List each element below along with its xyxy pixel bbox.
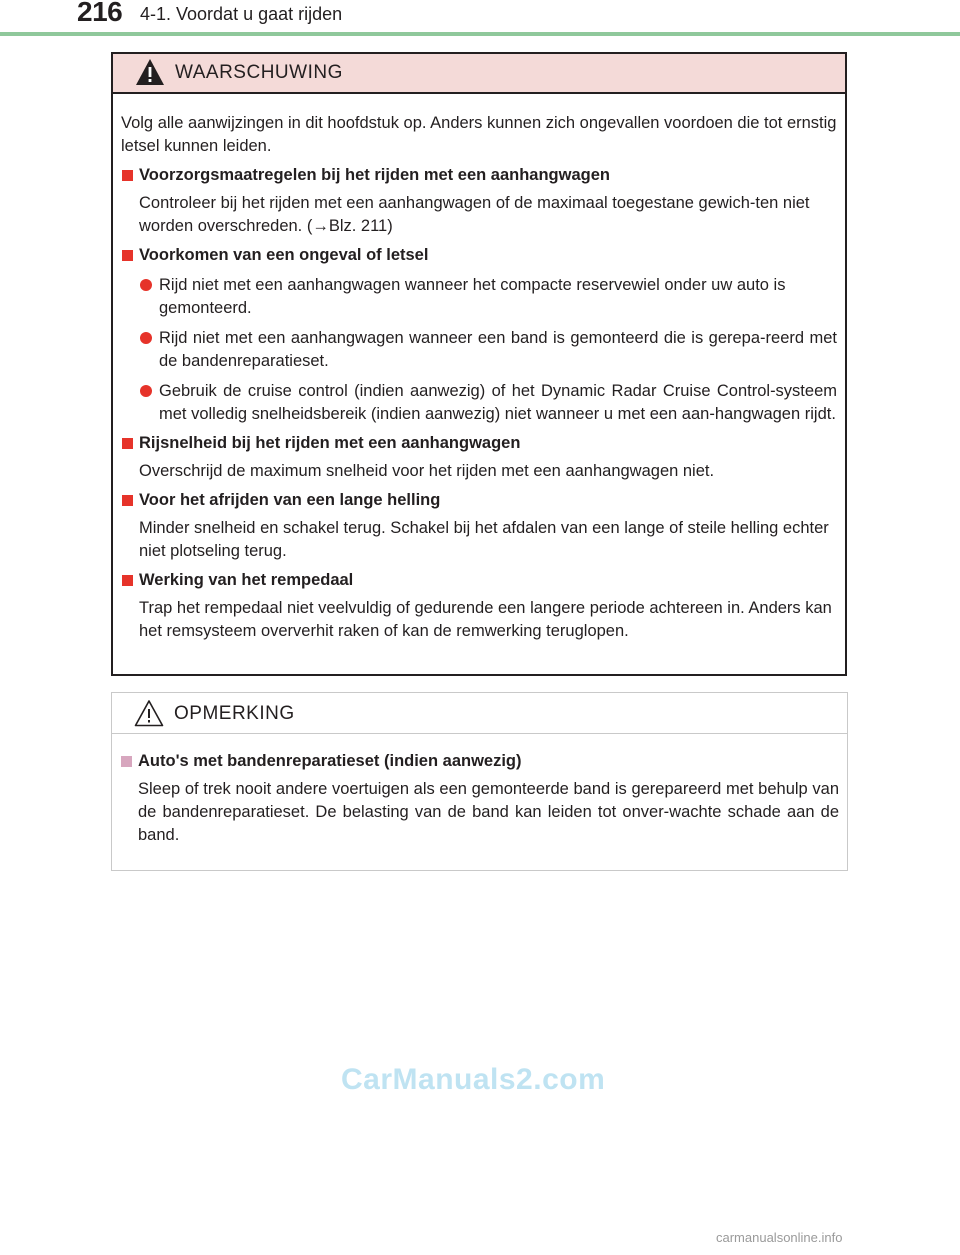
square-bullet-icon — [122, 250, 133, 261]
list-item — [139, 274, 837, 320]
warning-title: WAARSCHUWING — [175, 62, 343, 83]
square-bullet-icon — [122, 438, 133, 449]
list-item-text: Rijd niet met een aanhangwagen wanneer het compacte reservewiel onder uw auto is gemonteerd. — [159, 276, 786, 317]
header-rule — [0, 32, 960, 36]
warning-body — [113, 94, 845, 643]
round-bullet-icon — [140, 332, 152, 344]
list-item — [139, 380, 837, 426]
section-heading: Voorzorgsmaatregelen bij het rijden met een aanhangwagen — [139, 166, 610, 184]
notice-header — [112, 693, 847, 734]
list-item — [139, 327, 837, 373]
square-bullet-icon — [121, 756, 132, 767]
warning-box — [111, 52, 847, 676]
watermark: CarManuals2.com — [341, 1063, 606, 1096]
section-heading: Rijsnelheid bij het rijden met een aanhangwagen — [139, 434, 521, 452]
warning-header — [113, 54, 845, 94]
section-heading: Auto's met bandenreparatieset (indien aanwezig) — [138, 752, 522, 770]
warning-intro: Volg alle aanwijzingen in dit hoofdstuk op. Anders kunnen zich ongevallen voordoen die tot ernstig letsel kunnen leiden. — [121, 114, 837, 155]
round-bullet-icon — [140, 385, 152, 397]
square-bullet-icon — [122, 170, 133, 181]
page-number: 216 — [77, 0, 123, 27]
warning-triangle-icon — [135, 58, 165, 86]
page-header — [0, 0, 960, 40]
section-text: Overschrijd de maximum snelheid voor het rijden met een aanhangwagen niet. — [139, 462, 715, 480]
notice-box — [111, 692, 848, 871]
warning-section — [121, 569, 837, 643]
section-text: Sleep of trek nooit andere voertuigen als een gemonteerde band is gerepareerd met behulp van de bandenreparatieset. De belasting van de band kan leiden tot onver-wachte schade aan de band. — [138, 780, 839, 844]
footer-url: carmanualsonline.info — [716, 1230, 843, 1245]
section-heading: Werking van het rempedaal — [139, 571, 354, 589]
round-bullet-icon — [140, 279, 152, 291]
warning-section — [121, 489, 837, 563]
section-text: Minder snelheid en schakel terug. Schakel bij het afdalen van een lange of steile helling echter niet plotseling terug. — [139, 519, 829, 560]
warning-section — [121, 164, 837, 238]
list-item-text: Rijd niet met een aanhangwagen wanneer een band is gemonteerd die is gerepa-reerd met de bandenreparatieset. — [159, 329, 837, 370]
square-bullet-icon — [122, 575, 133, 586]
warning-section — [121, 244, 837, 426]
warning-section — [121, 432, 837, 483]
notice-title: OPMERKING — [174, 703, 295, 724]
caution-outline-triangle-icon — [134, 699, 164, 727]
section-title: 4-1. Voordat u gaat rijden — [140, 4, 343, 24]
section-text: Trap het rempedaal niet veelvuldig of gedurende een langere periode achtereen in. Anders kan het remsysteem oververhit raken of kan de remwerking teruglopen. — [139, 599, 832, 640]
section-heading: Voor het afrijden van een lange helling — [139, 491, 441, 509]
notice-section — [120, 750, 839, 847]
section-heading: Voorkomen van een ongeval of letsel — [139, 246, 429, 264]
square-bullet-icon — [122, 495, 133, 506]
list-item-text: Gebruik de cruise control (indien aanwezig) of het Dynamic Radar Cruise Control-systeem met volledig snelheidsbereik (indien aanwezig) niet wanneer u met een aan-hangwagen rijdt. — [159, 382, 837, 423]
section-text: Controleer bij het rijden met een aanhangwagen of de maximaal toegestane gewich-ten niet worden overschreden. (→Blz. 211) — [139, 194, 810, 235]
notice-body — [112, 734, 847, 847]
